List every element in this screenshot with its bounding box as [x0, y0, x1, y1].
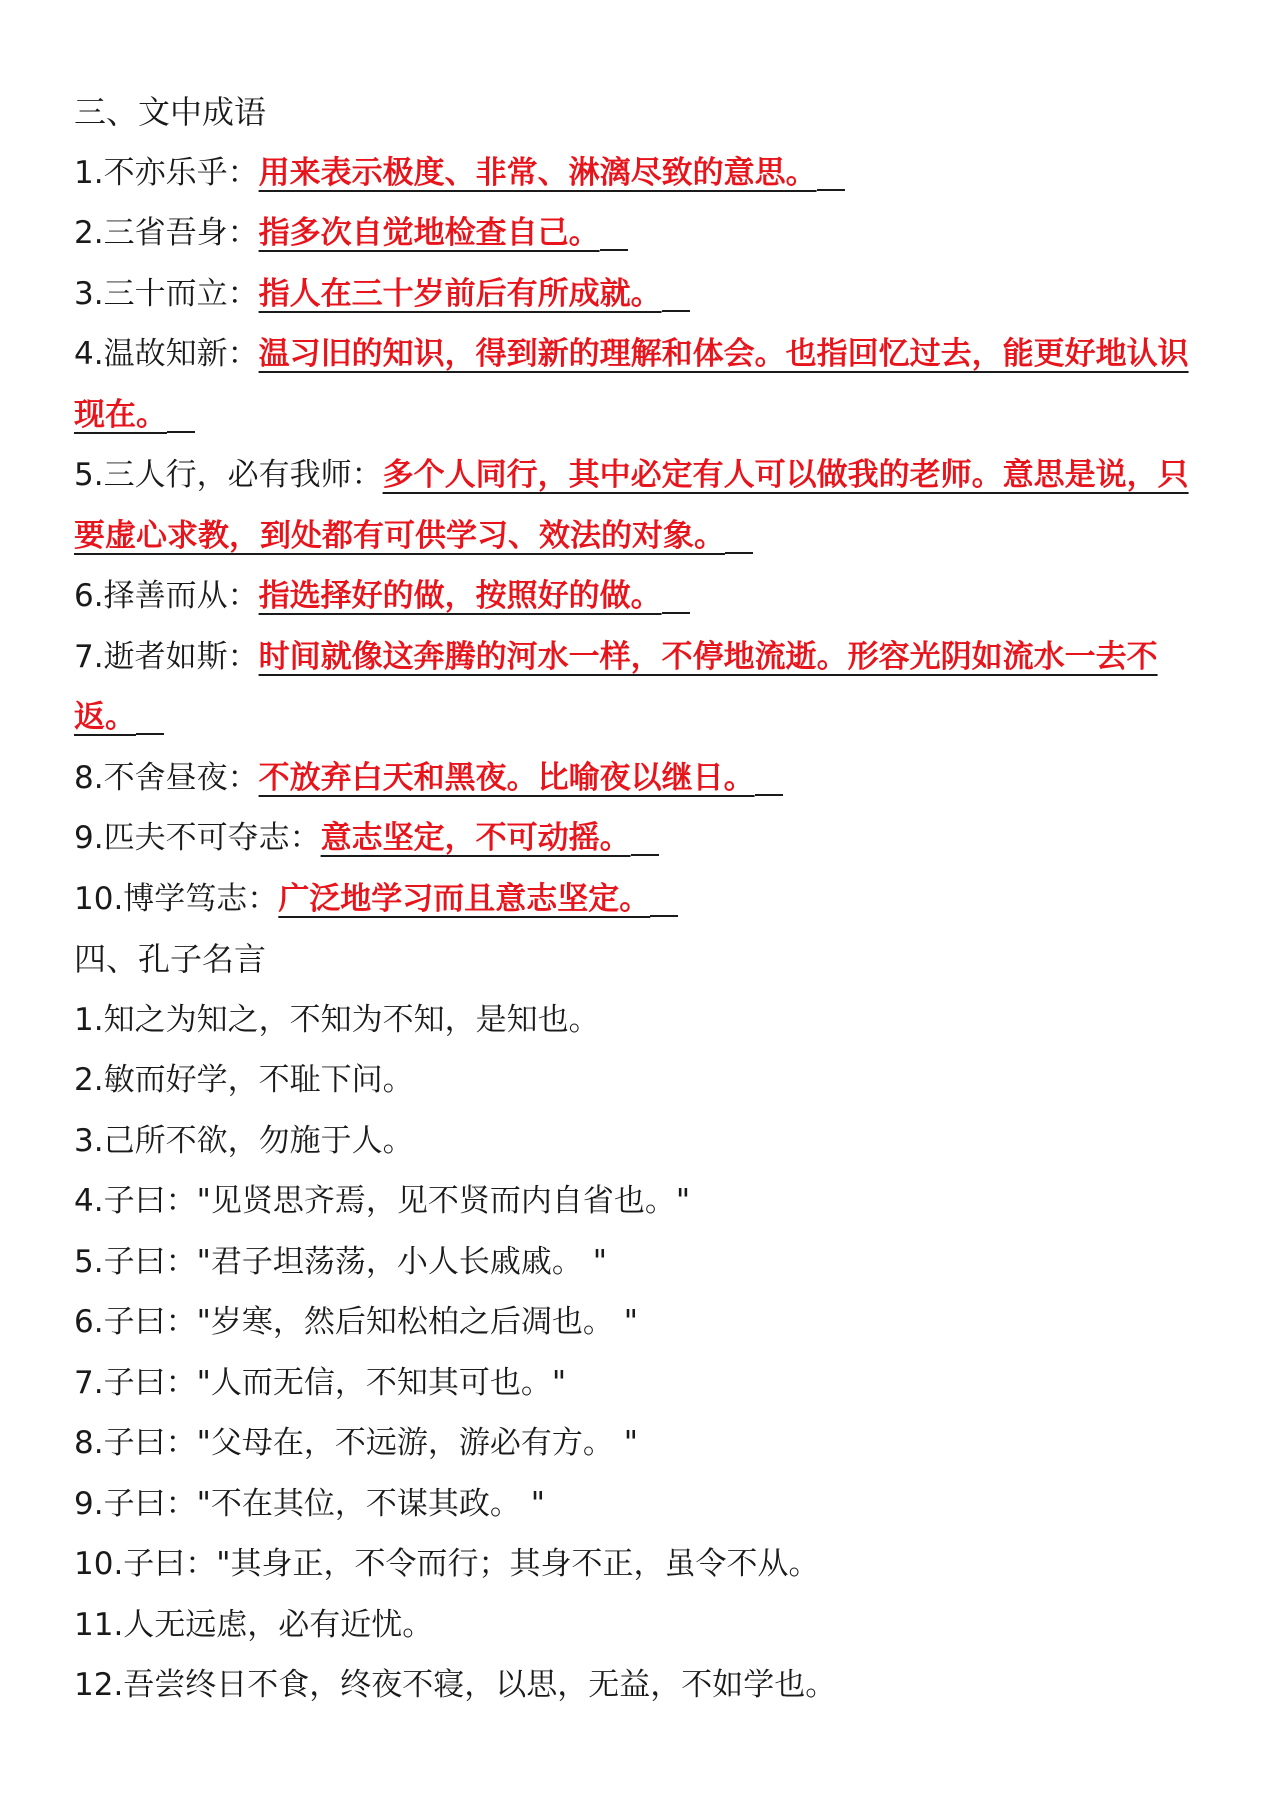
- idiom-item: [74, 324, 1214, 445]
- quote-item: 6.子曰："岁寒，然后知松柏之后凋也。 ": [74, 1304, 638, 1340]
- document-page: [74, 82, 1214, 1716]
- idiom-item: [74, 143, 1214, 204]
- idiom-item: [74, 445, 1214, 566]
- idiom-item: [74, 264, 1214, 325]
- idiom-answer: 温习旧的知识，得到新的理解和体会。也指回忆过去，能更好地认识现在。: [74, 336, 1189, 433]
- quote-item: 10.子曰："其身正，不令而行；其身不正，虽令不从。: [74, 1546, 820, 1582]
- idiom-term: 3.三十而立：: [74, 275, 259, 312]
- quote-item: 12.吾尝终日不食，终夜不寝，以思，无益，不如学也。: [74, 1667, 837, 1703]
- quote-item: 4.子曰："见贤思齐焉，见不贤而内自省也。": [74, 1183, 691, 1219]
- idiom-term: 9.匹夫不可夺志：: [74, 820, 321, 856]
- underline-blank: [167, 430, 195, 433]
- underline-blank: [817, 188, 845, 191]
- underline-blank: [600, 248, 628, 251]
- underline-blank: [650, 914, 678, 917]
- quote-item: 1.知之为知之，不知为不知，是知也。: [74, 1001, 600, 1038]
- idiom-answer: 用来表示极度、非常、淋漓尽致的意思。: [258, 154, 817, 191]
- idiom-term: 2.三省吾身：: [74, 215, 259, 251]
- idiom-item: [74, 808, 1214, 869]
- idiom-term: 1.不亦乐乎：: [74, 154, 259, 191]
- quote-item: 5.子曰："君子坦荡荡，小人长戚戚。 ": [74, 1243, 607, 1280]
- idiom-answer: 时间就像这奔腾的河水一样，不停地流逝。形容光阴如流水一去不返。: [74, 638, 1158, 735]
- quote-item: 7.子曰："人而无信，不知其可也。": [74, 1364, 567, 1401]
- idiom-item: [74, 869, 1214, 930]
- underline-blank: [662, 309, 690, 312]
- idiom-term: 6.择善而从：: [74, 578, 259, 614]
- idiom-term: 10.博学笃志：: [74, 880, 279, 917]
- idiom-item: [74, 748, 1214, 809]
- quote-item: 8.子曰："父母在，不远游，游必有方。 ": [74, 1425, 638, 1461]
- idiom-item: [74, 566, 1214, 627]
- section-heading-quotes: 四、孔子名言: [74, 940, 267, 978]
- idiom-answer: 指多次自觉地检查自己。: [258, 215, 600, 251]
- underline-blank: [725, 551, 753, 554]
- idiom-term: 4.温故知新：: [74, 336, 259, 372]
- quote-item: 9.子曰："不在其位，不谋其政。 ": [74, 1485, 545, 1522]
- underline-blank: [755, 793, 783, 796]
- quote-item: 2.敏而好学，不耻下问。: [74, 1062, 414, 1098]
- idiom-item: [74, 627, 1214, 748]
- idiom-term: 5.三人行，必有我师：: [74, 457, 383, 493]
- idiom-answer: 广泛地学习而且意志坚定。: [278, 880, 651, 917]
- underline-blank: [136, 732, 164, 735]
- idiom-answer: 意志坚定，不可动摇。: [320, 820, 631, 856]
- idiom-answer: 指选择好的做，按照好的做。: [258, 578, 662, 614]
- idiom-answer: 不放弃白天和黑夜。比喻夜以继日。: [258, 759, 755, 796]
- underline-blank: [662, 611, 690, 614]
- idiom-item: [74, 203, 1214, 264]
- idiom-answer: 多个人同行，其中必定有人可以做我的老师。意思是说，只要虚心求教，到处都有可供学习、效法的对象。: [74, 457, 1189, 554]
- idiom-term: 8.不舍昼夜：: [74, 759, 259, 796]
- idiom-term: 7.逝者如斯：: [74, 638, 259, 675]
- idiom-answer: 指人在三十岁前后有所成就。: [258, 275, 662, 312]
- quote-item: 11.人无远虑，必有近忧。: [74, 1606, 434, 1643]
- section-heading-idioms: 三、文中成语: [74, 93, 267, 131]
- underline-blank: [631, 853, 659, 856]
- quote-item: 3.己所不欲，勿施于人。: [74, 1122, 414, 1159]
